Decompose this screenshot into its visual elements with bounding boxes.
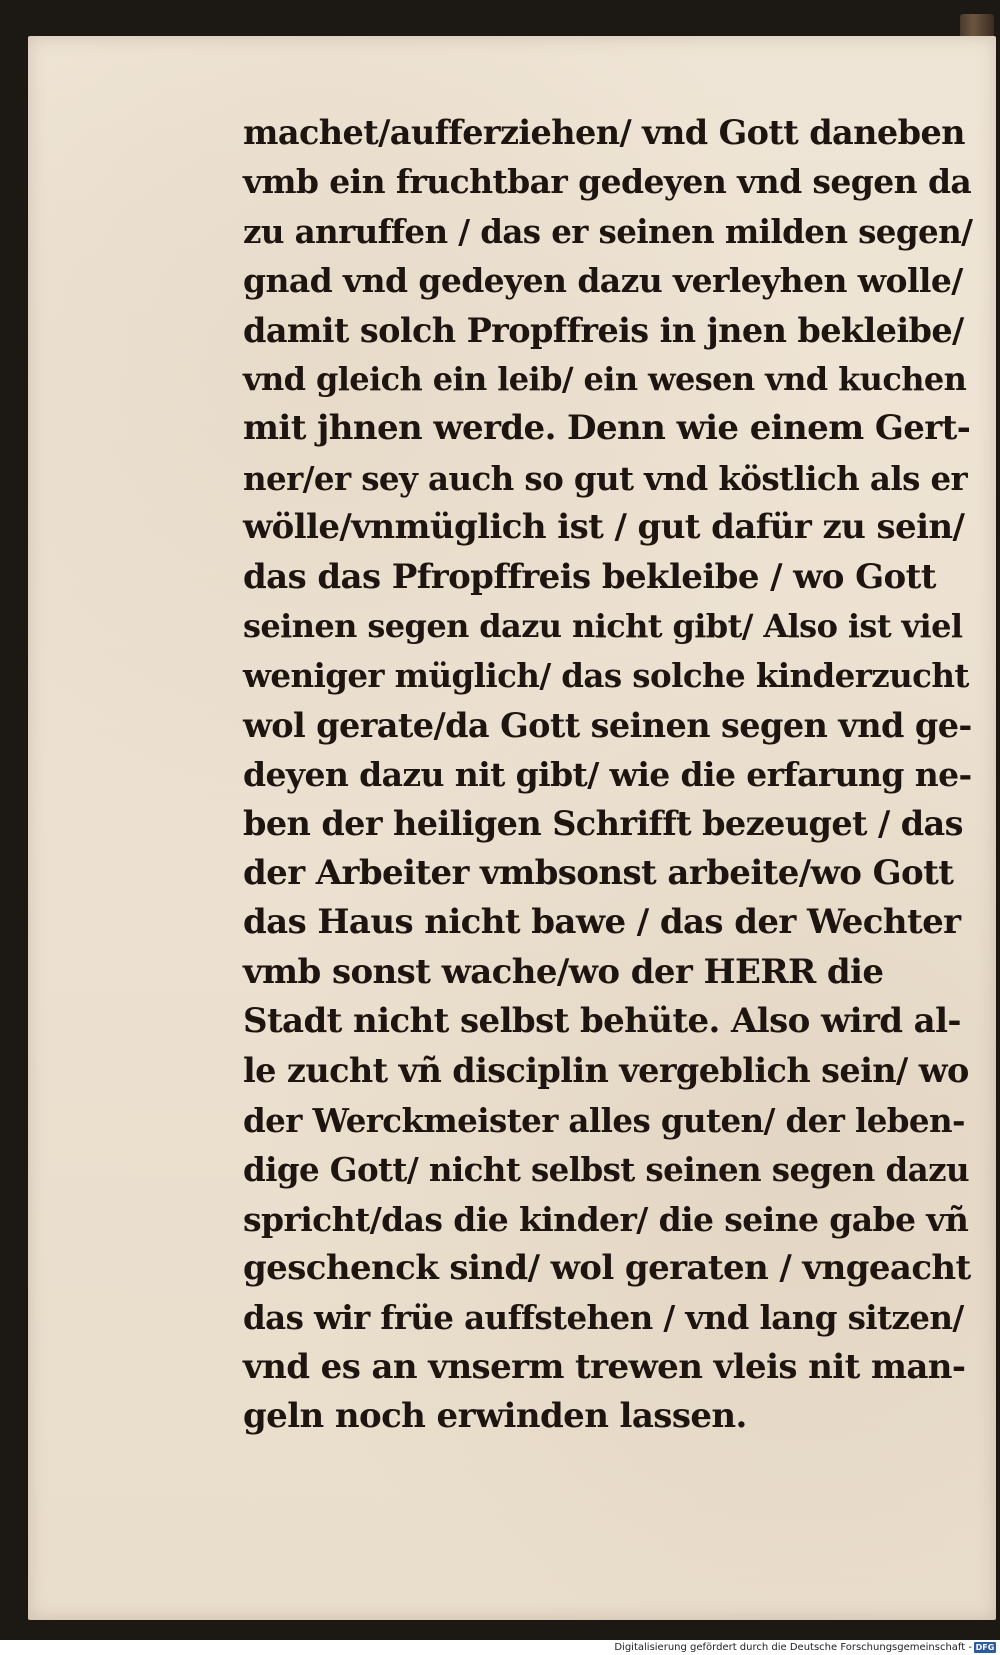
text-line: mit jhnen werde. Denn wie einem Gert- (243, 408, 971, 449)
text-line: wol gerate/da Gott seinen segen vnd ge- (243, 705, 972, 745)
text-line: geschenck sind/ wol geraten / vngeacht (243, 1247, 971, 1288)
text-line: vnd es an vnserm trewen vleis nit man- (243, 1346, 966, 1387)
book-page (28, 36, 996, 1620)
text-line: Stadt nicht selbst behüte. Also wird al- (243, 1001, 961, 1042)
text-line: seinen segen dazu nicht gibt/ Also ist viel (243, 606, 963, 645)
text-line: wölle/vnmüglich ist / gut dafür zu sein/ (243, 507, 965, 548)
page-text-block (243, 108, 973, 1442)
text-line: das das Pfropffreis bekleibe / wo Gott (243, 556, 936, 597)
text-line: geln noch erwinden lassen. (243, 1396, 747, 1437)
text-line: der Arbeiter vmbsonst arbeite/wo Gott (243, 852, 954, 893)
text-line: vmb ein fruchtbar gedeyen vnd segen da (243, 162, 972, 202)
text-line: machet/aufferziehen/ vnd Gott daneben (243, 113, 965, 152)
text-line: der Werckmeister alles guten/ der leben- (243, 1100, 965, 1140)
text-line: vnd gleich ein leib/ ein wesen vnd kuchen (243, 359, 967, 398)
text-line: das Haus nicht bawe / das der Wechter (243, 902, 961, 943)
text-line: gnad vnd gedeyen dazu verleyhen wolle/ (243, 261, 963, 301)
dfg-logo: DFG (975, 1643, 995, 1652)
text-line: zu anruffen / das er seinen milden segen/ (243, 211, 973, 251)
text-line: spricht/das die kinder/ die seine gabe vñ (243, 1199, 969, 1239)
digitization-credit: Digitalisierung gefördert durch die Deutsche Forschungsgemeinschaft - (614, 1642, 972, 1653)
text-line: ben der heiligen Schrifft bezeuget / das (243, 804, 963, 844)
text-line: deyen dazu nit gibt/ wie die erfarung ne- (243, 755, 972, 795)
text-line: weniger müglich/ das solche kinderzucht (243, 656, 969, 696)
text-line: dige Gott/ nicht selbst seinen segen dazu (243, 1150, 969, 1190)
text-line: le zucht vñ disciplin vergeblich sein/ wo (243, 1051, 969, 1091)
text-line: damit solch Propffreis in jnen bekleibe/ (243, 310, 964, 350)
text-line: ner/er sey auch so gut vnd köstlich als er (243, 458, 968, 498)
text-line: vmb sonst wache/wo der HERR die (243, 951, 884, 992)
text-line: das wir früe auffstehen / vnd lang sitzen/ (243, 1298, 964, 1338)
